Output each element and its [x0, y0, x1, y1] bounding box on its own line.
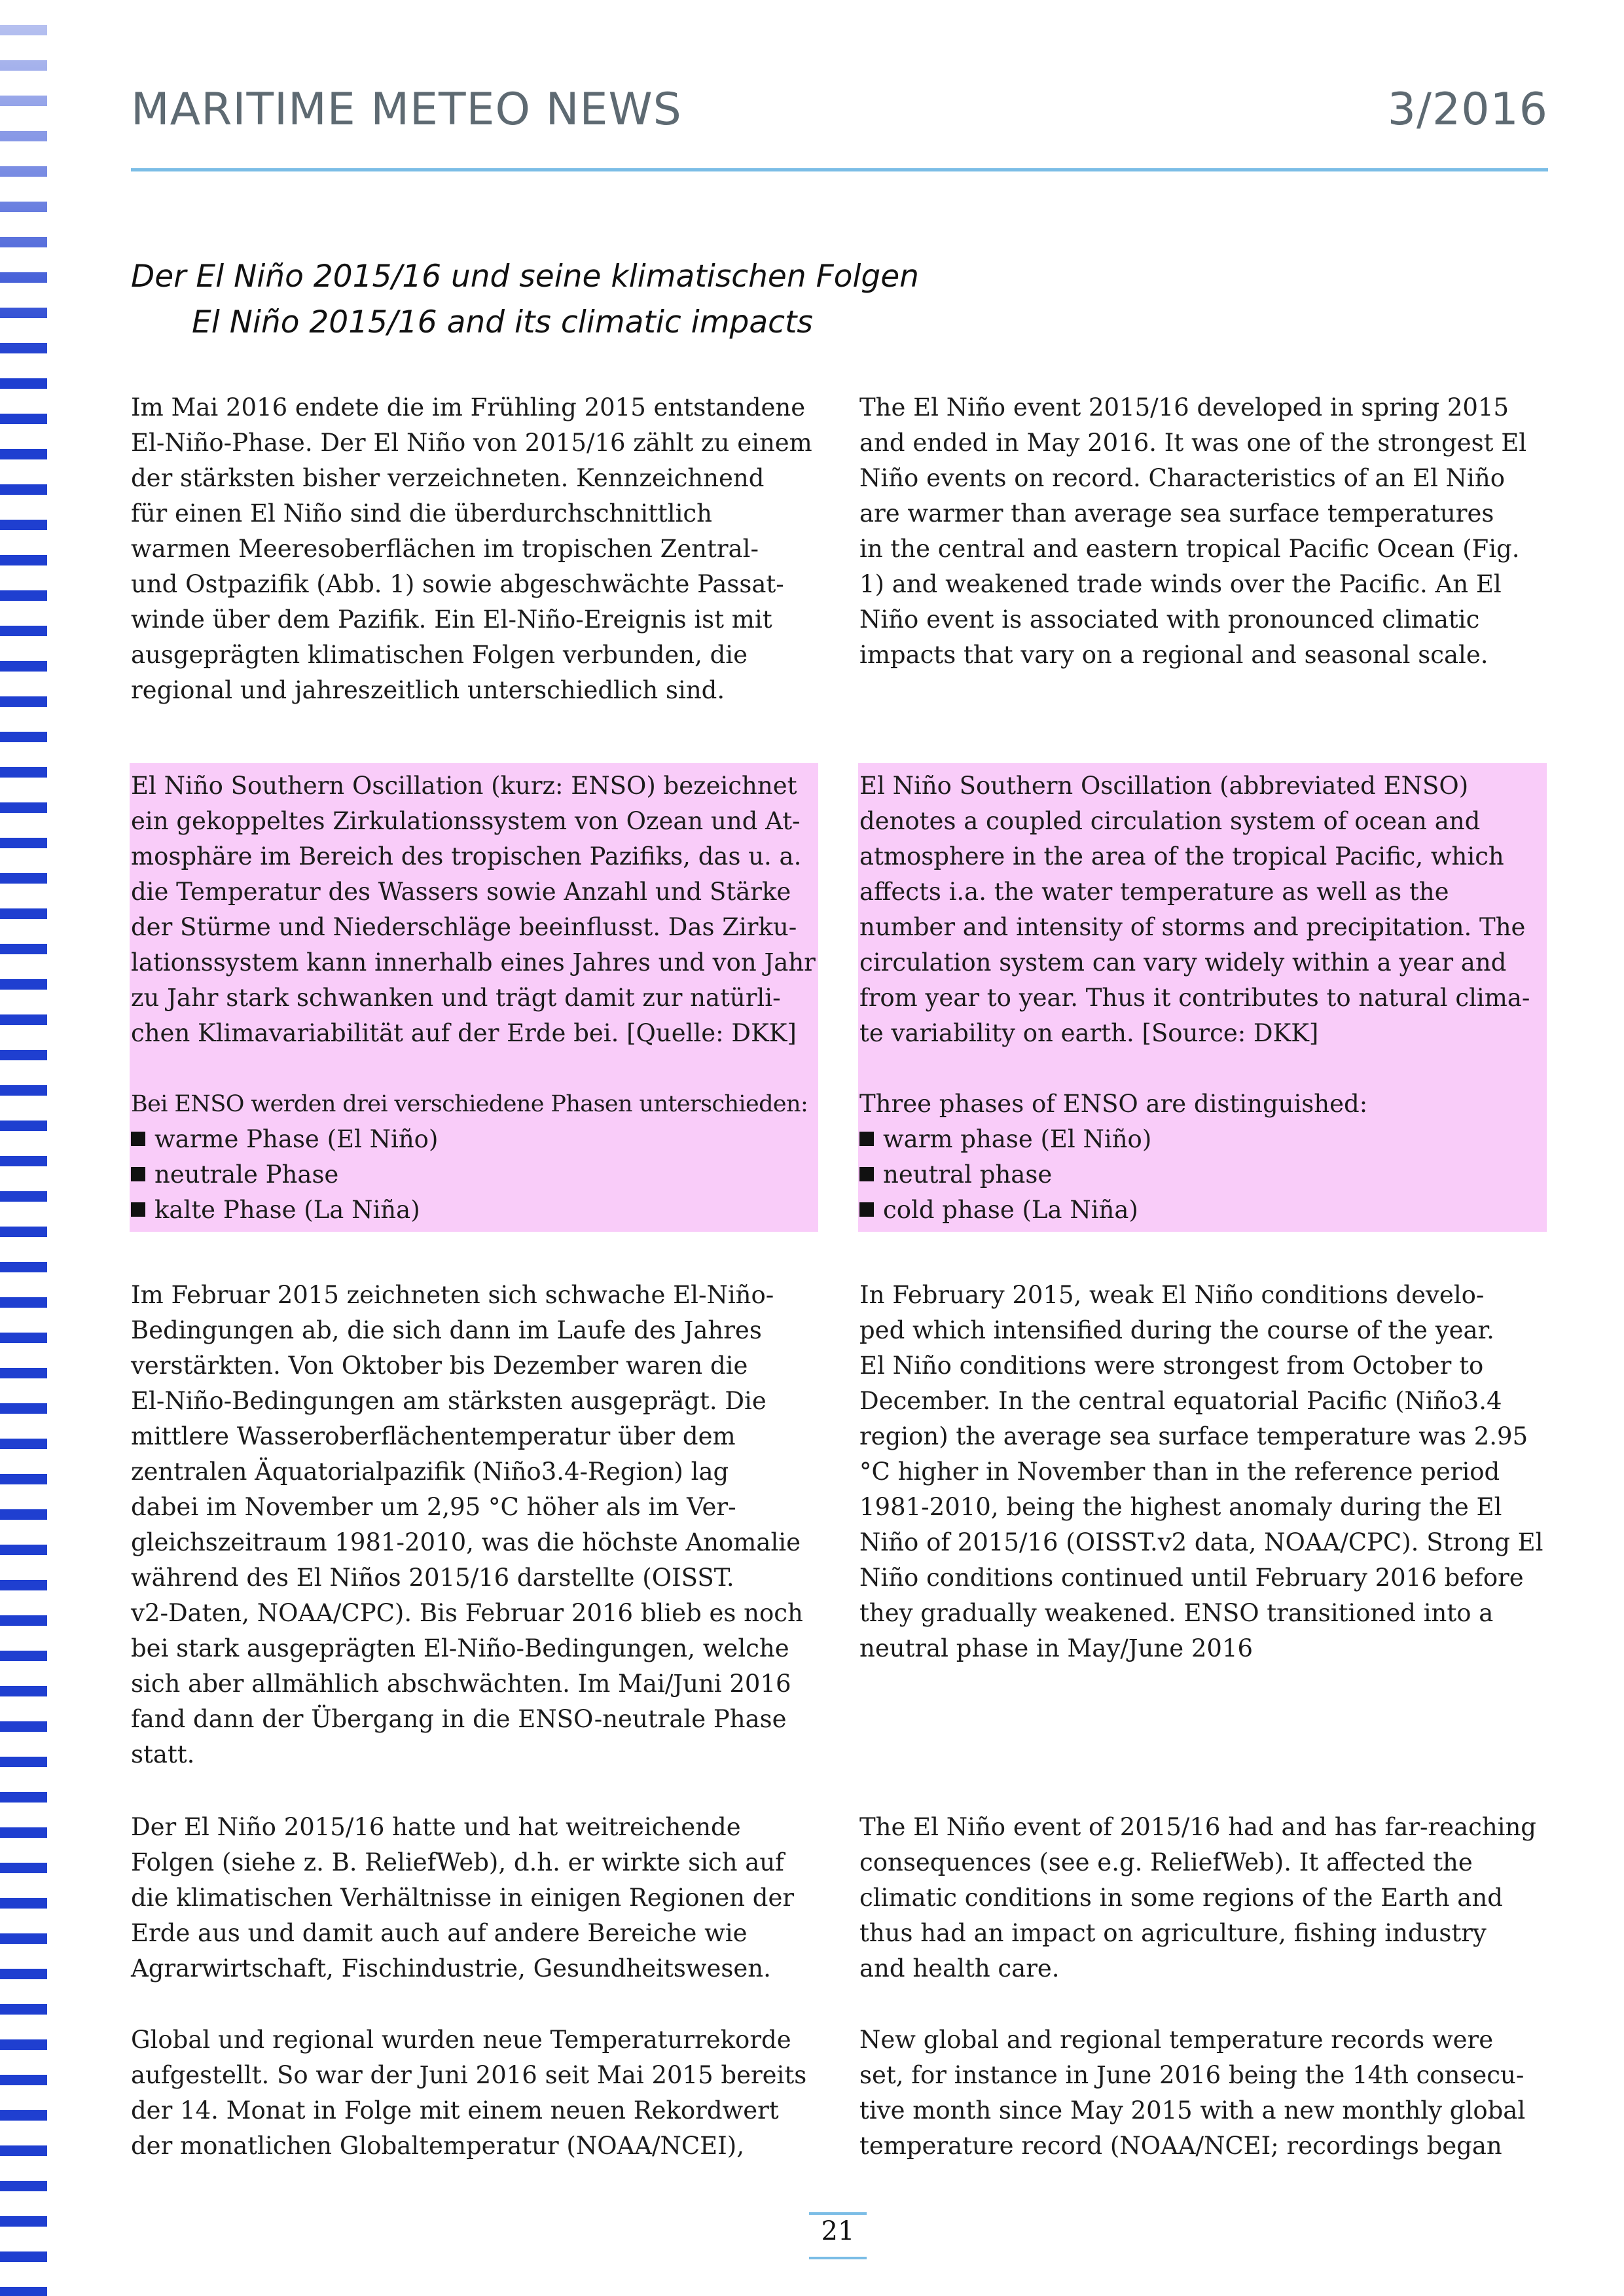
text-line: statt.: [131, 1740, 195, 1768]
paragraph-2-en: [859, 1278, 1560, 1666]
text-line: Agrarwirtschaft, Fischindustrie, Gesundheitswesen.: [131, 1954, 771, 1982]
text-line: sich aber allmählich abschwächten. Im Mai/Juni 2016: [131, 1670, 791, 1698]
text-line: El Niño conditions were strongest from October to: [859, 1352, 1484, 1380]
text-line: Niño conditions continued until February 2016 before: [859, 1564, 1524, 1592]
text-line: die Temperatur des Wassers sowie Anzahl und Stärke: [131, 878, 791, 906]
text-line: verstärkten. Von Oktober bis Dezember waren die: [131, 1352, 748, 1380]
text-line: they gradually weakened. ENSO transitioned into a: [859, 1599, 1494, 1627]
text-line: denotes a coupled circulation system of ocean and: [859, 807, 1481, 835]
text-line: zentralen Äquatorialpazifik (Niño3.4-Region) lag: [131, 1458, 729, 1486]
text-line: ped which intensified during the course of the year.: [859, 1316, 1494, 1344]
text-line: mittlere Wasseroberflächentemperatur über dem: [131, 1422, 736, 1450]
text-line: El Niño Southern Oscillation (kurz: ENSO) bezeichnet: [131, 772, 797, 800]
phase-item: neutrale Phase: [131, 1157, 818, 1193]
phase-item: warm phase (El Niño): [859, 1122, 1547, 1157]
page-number-rule-top: [809, 2212, 867, 2215]
text-line: circulation system can vary widely within a year and: [859, 948, 1507, 977]
text-line: impacts that vary on a regional and seasonal scale.: [859, 641, 1489, 669]
bullet-square-icon: [859, 1202, 874, 1217]
paragraph-4-de: [131, 2022, 831, 2164]
text-line: New global and regional temperature records were: [859, 2026, 1494, 2054]
masthead: [131, 84, 1548, 136]
article-title-de: Der El Niño 2015/16 und seine klimatischen Folgen: [131, 259, 919, 295]
text-line: Erde aus und damit auch auf andere Bereiche wie: [131, 1919, 748, 1947]
stripe-fade: [0, 0, 47, 367]
text-line: Folgen (siehe z. B. ReliefWeb), d.h. er wirkte sich auf: [131, 1848, 784, 1876]
text-line: während des El Niños 2015/16 darstellte (OISST.: [131, 1564, 734, 1592]
enso-info-box-en: [858, 763, 1547, 1232]
text-line: und Ostpazifik (Abb. 1) sowie abgeschwächte Passat-: [131, 570, 784, 598]
phases-intro: Three phases of ENSO are distinguished:: [859, 1090, 1368, 1118]
paragraph-2-de: [131, 1278, 831, 1772]
text-line: dabei im November um 2,95 °C höher als im Ver-: [131, 1493, 736, 1521]
text-line: Niño events on record. Characteristics of an El Niño: [859, 464, 1505, 492]
phases-intro: Bei ENSO werden drei verschiedene Phasen unterschieden:: [131, 1091, 808, 1117]
text-line: warmen Meeresoberflächen im tropischen Zentral-: [131, 535, 759, 563]
text-line: v2-Daten, NOAA/CPC). Bis Februar 2016 blieb es noch: [131, 1599, 803, 1627]
text-line: Global und regional wurden neue Temperaturrekorde: [131, 2026, 791, 2054]
text-line: winde über dem Pazifik. Ein El-Niño-Ereignis ist mit: [131, 605, 772, 634]
text-line: der monatlichen Globaltemperatur (NOAA/NCEI),: [131, 2132, 744, 2160]
text-line: and health care.: [859, 1954, 1060, 1982]
text-line: Niño of 2015/16 (OISST.v2 data, NOAA/CPC). Strong El: [859, 1528, 1543, 1556]
text-line: Im Februar 2015 zeichneten sich schwache El-Niño-: [131, 1281, 774, 1309]
header-rule: [131, 168, 1548, 171]
text-line: El-Niño-Bedingungen am stärksten ausgeprägt. Die: [131, 1387, 767, 1415]
text-line: consequences (see e.g. ReliefWeb). It affected the: [859, 1848, 1473, 1876]
phase-item: neutral phase: [859, 1157, 1547, 1193]
paragraph-1-de: [131, 390, 831, 708]
text-line: The El Niño event of 2015/16 had and has far-reaching: [859, 1813, 1536, 1841]
text-line: °C higher in November than in the reference period: [859, 1458, 1500, 1486]
text-line: climatic conditions in some regions of the Earth and: [859, 1884, 1503, 1912]
text-line: atmosphere in the area of the tropical Pacific, which: [859, 842, 1504, 870]
text-line: and ended in May 2016. It was one of the strongest El: [859, 429, 1527, 457]
text-line: für einen El Niño sind die überdurchschnittlich: [131, 499, 712, 528]
text-line: thus had an impact on agriculture, fishing industry: [859, 1919, 1487, 1947]
page-number: 21: [821, 2216, 855, 2246]
text-line: neutral phase in May/June 2016: [859, 1634, 1254, 1662]
bullet-square-icon: [131, 1202, 145, 1217]
phase-item: warme Phase (El Niño): [131, 1122, 818, 1157]
enso-info-box-de: [130, 763, 818, 1232]
text-line: temperature record (NOAA/NCEI; recordings began: [859, 2132, 1502, 2160]
paragraph-4-en: [859, 2022, 1560, 2164]
text-line: fand dann der Übergang in die ENSO-neutrale Phase: [131, 1705, 787, 1733]
text-line: der Stürme und Niederschläge beeinflusst. Das Zirku-: [131, 913, 797, 941]
text-line: number and intensity of storms and precipitation. The: [859, 913, 1526, 941]
text-line: aufgestellt. So war der Juni 2016 seit Mai 2015 bereits: [131, 2061, 807, 2089]
text-line: region) the average sea surface temperature was 2.95: [859, 1422, 1528, 1450]
bullet-square-icon: [131, 1167, 145, 1181]
text-line: 1) and weakened trade winds over the Pacific. An El: [859, 570, 1502, 598]
text-line: December. In the central equatorial Pacific (Niño3.4: [859, 1387, 1502, 1415]
text-line: regional und jahreszeitlich unterschiedlich sind.: [131, 676, 725, 704]
text-line: Niño event is associated with pronounced climatic: [859, 605, 1480, 634]
page-number-rule-bottom: [809, 2257, 867, 2259]
bullet-square-icon: [131, 1132, 145, 1146]
text-line: are warmer than average sea surface temperatures: [859, 499, 1494, 528]
text-line: Bedingungen ab, die sich dann im Laufe des Jahres: [131, 1316, 762, 1344]
text-line: The El Niño event 2015/16 developed in spring 2015: [859, 393, 1509, 422]
text-line: te variability on earth. [Source: DKK]: [859, 1019, 1319, 1047]
text-line: ein gekoppeltes Zirkulationssystem von Ozean und At-: [131, 807, 801, 835]
text-line: set, for instance in June 2016 being the 14th consecu-: [859, 2061, 1525, 2089]
article-title-en: El Niño 2015/16 and its climatic impacts: [192, 304, 813, 340]
paragraph-1-en: [859, 390, 1560, 673]
magazine-title: MARITIME METEO NEWS: [131, 84, 682, 135]
phase-item: kalte Phase (La Niña): [131, 1193, 818, 1228]
text-line: tive month since May 2015 with a new monthly global: [859, 2096, 1526, 2125]
text-line: El-Niño-Phase. Der El Niño von 2015/16 zählt zu einem: [131, 429, 812, 457]
bullet-square-icon: [859, 1167, 874, 1181]
text-line: zu Jahr stark schwanken und trägt damit zur natürli-: [131, 984, 781, 1012]
article-title: [131, 254, 1506, 346]
phase-item: cold phase (La Niña): [859, 1193, 1547, 1228]
text-line: chen Klimavariabilität auf der Erde bei. [Quelle: DKK]: [131, 1019, 797, 1047]
text-line: gleichszeitraum 1981-2010, was die höchste Anomalie: [131, 1528, 801, 1556]
text-line: lationssystem kann innerhalb eines Jahres und von Jahr: [131, 948, 816, 977]
bullet-square-icon: [859, 1132, 874, 1146]
text-line: bei stark ausgeprägten El-Niño-Bedingungen, welche: [131, 1634, 789, 1662]
text-line: Der El Niño 2015/16 hatte und hat weitreichende: [131, 1813, 741, 1841]
text-line: Im Mai 2016 endete die im Frühling 2015 entstandene: [131, 393, 806, 422]
text-line: from year to year. Thus it contributes to natural clima-: [859, 984, 1530, 1012]
text-line: El Niño Southern Oscillation (abbreviated ENSO): [859, 772, 1469, 800]
text-line: die klimatischen Verhältnisse in einigen Regionen der: [131, 1884, 795, 1912]
issue-number: 3/2016: [1387, 84, 1548, 135]
text-line: mosphäre im Bereich des tropischen Pazifiks, das u. a.: [131, 842, 802, 870]
text-line: in the central and eastern tropical Pacific Ocean (Fig.: [859, 535, 1520, 563]
text-line: In February 2015, weak El Niño conditions develo-: [859, 1281, 1485, 1309]
text-line: der 14. Monat in Folge mit einem neuen Rekordwert: [131, 2096, 779, 2125]
text-line: ausgeprägten klimatischen Folgen verbunden, die: [131, 641, 748, 669]
text-line: 1981-2010, being the highest anomaly during the El: [859, 1493, 1502, 1521]
text-line: der stärksten bisher verzeichneten. Kennzeichnend: [131, 464, 765, 492]
paragraph-3-en: [859, 1810, 1560, 1986]
paragraph-3-de: [131, 1810, 831, 1986]
text-line: affects i.a. the water temperature as well as the: [859, 878, 1449, 906]
